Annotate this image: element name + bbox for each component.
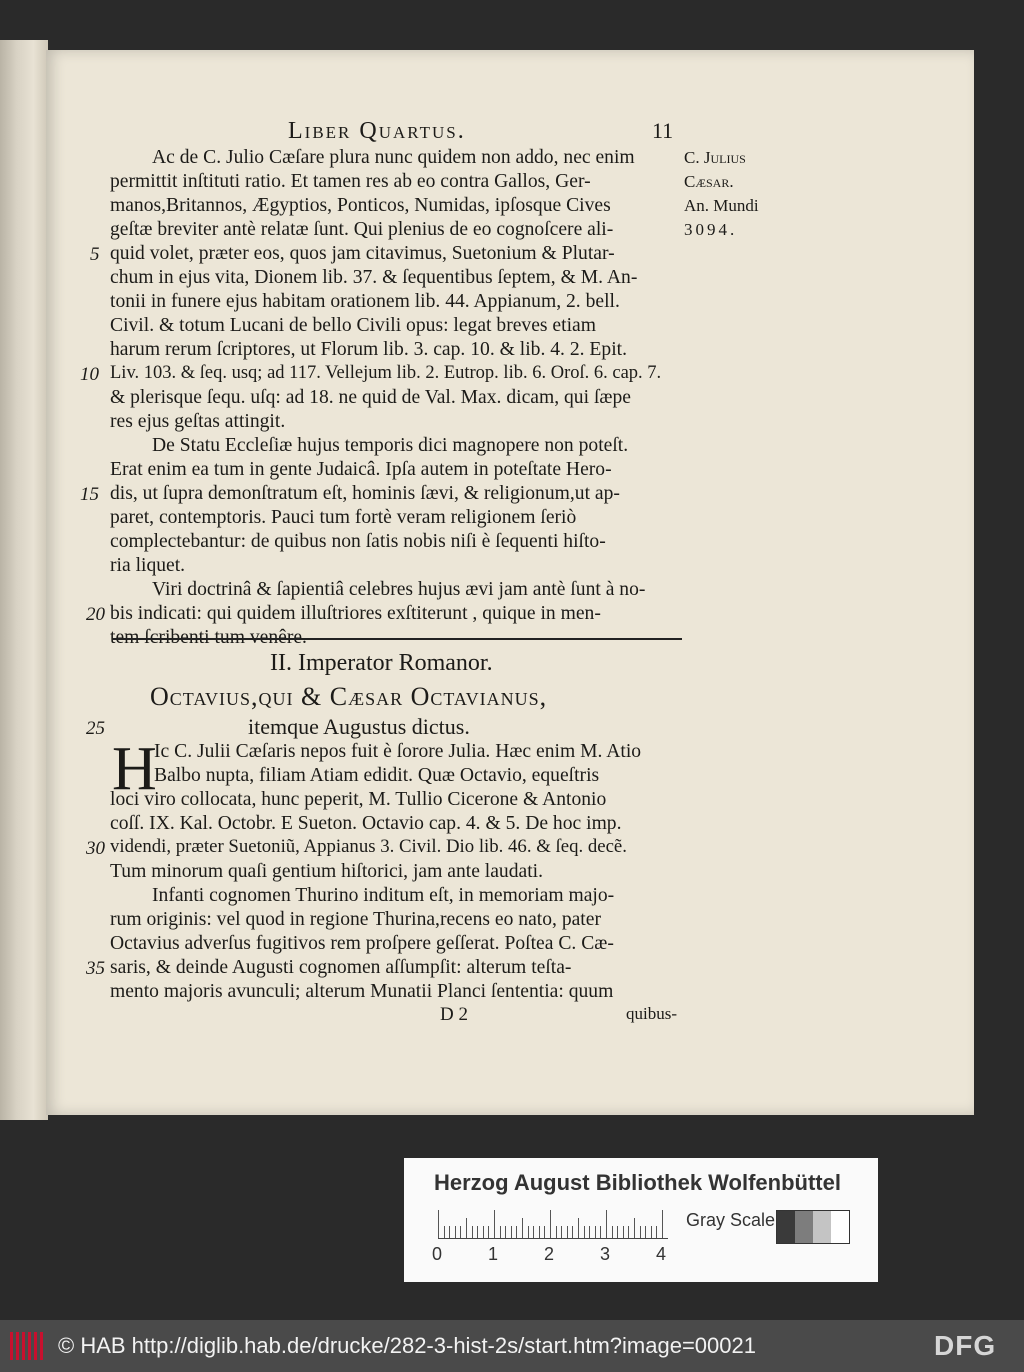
ruler-tick: [567, 1226, 568, 1238]
page-number: 11: [652, 118, 674, 143]
ruler-tick: [539, 1226, 540, 1238]
line-number: 30: [86, 838, 105, 859]
text-line: permittit inſtituti ratio. Et tamen res ab eo contra Gallos, Ger-: [110, 171, 591, 192]
line-number: 15: [80, 484, 99, 505]
text-line: chum in ejus vita, Dionem lib. 37. & ſequentibus ſeptem, & M. An-: [110, 267, 638, 288]
ruler-tick: [522, 1218, 523, 1238]
ruler-tick: [645, 1226, 646, 1238]
ruler-tick: [640, 1226, 641, 1238]
ruler-tick: [477, 1226, 478, 1238]
ruler-tick: [528, 1226, 529, 1238]
ruler-tick: [584, 1226, 585, 1238]
catchword: quibus-: [626, 1004, 677, 1023]
marginal-note-line: Cæsar.: [684, 172, 734, 191]
gray-scale-label: Gray Scale: [686, 1210, 776, 1230]
drop-cap: H: [112, 735, 157, 803]
scale-number: 3: [600, 1244, 611, 1264]
book-spine: [0, 40, 48, 1120]
ruler-tick: [578, 1218, 579, 1238]
signature-mark: D 2: [440, 1004, 468, 1025]
ruler-tick: [505, 1226, 506, 1238]
text-line: bis indicati: qui quidem illuſtriores exſtiterunt , quique in men-: [110, 603, 601, 624]
text-line: saris, & deinde Augusti cognomen aſſumpſit: alterum teſta-: [110, 957, 572, 978]
ruler-tick: [544, 1226, 545, 1238]
footer-url[interactable]: © HAB http://diglib.hab.de/drucke/282-3-hist-2s/start.htm?image=00021: [58, 1333, 756, 1358]
text-line: videndi, præter Suetoniũ, Appianus 3. Civil. Dio lib. 46. & ſeq. decẽ.: [110, 836, 627, 857]
text-line: ria liquet.: [110, 555, 186, 576]
running-head: Liber Quartus.: [288, 118, 466, 144]
scale-number: 0: [432, 1244, 443, 1264]
ruler-tick: [628, 1226, 629, 1238]
ruler-tick: [662, 1210, 663, 1238]
scale-number: 2: [544, 1244, 555, 1264]
ruler-tick: [449, 1226, 450, 1238]
ruler-tick: [511, 1226, 512, 1238]
section-heading: II. Imperator Romanor.: [270, 650, 493, 676]
gray-scale-swatches: [776, 1210, 850, 1244]
text-line: Octavius adverſus fugitivos rem proſpere geſſerat. Poſtea C. Cæ-: [110, 933, 614, 954]
ruler-tick: [494, 1210, 495, 1238]
text-line: tonii in funere ejus habitam orationem lib. 44. Appianum, 2. bell.: [110, 291, 620, 312]
ruler-tick: [483, 1226, 484, 1238]
ruler-tick: [606, 1210, 607, 1238]
text-line: res ejus geſtas attingit.: [110, 411, 286, 432]
text-line: rum originis: vel quod in regione Thurina,recens eo nato, pater: [110, 909, 601, 930]
ruler-tick: [472, 1226, 473, 1238]
line-number: 20: [86, 604, 105, 625]
swatch: [777, 1211, 795, 1243]
section-rule: [112, 638, 682, 640]
text-line: Erat enim ea tum in gente Judaicâ. Ipſa autem in poteſtate Hero-: [110, 459, 612, 480]
ruler-tick: [572, 1226, 573, 1238]
text-line: De Statu Eccleſiæ hujus temporis dici magnopere non poteſt.: [152, 435, 629, 456]
marginal-note-line: C. Julius: [684, 148, 746, 167]
dfg-logo: DFG: [934, 1330, 997, 1361]
ruler-tick: [561, 1226, 562, 1238]
text-line: complectebantur: de quibus non ſatis nobis niſi è ſequenti hiſto-: [110, 531, 606, 552]
line-number: 10: [80, 364, 99, 385]
text-line: geſtæ breviter antè relatæ ſunt. Qui plenius de eo cognoſcere ali-: [110, 219, 614, 240]
ruler-tick: [444, 1226, 445, 1238]
text-line: harum rerum ſcriptores, ut Florum lib. 3. cap. 10. & lib. 4. 2. Epit.: [110, 339, 627, 360]
swatch: [813, 1211, 831, 1243]
text-line: Ac de C. Julio Cæſare plura nunc quidem non addo, nec enim: [152, 147, 635, 168]
ruler-tick: [488, 1226, 489, 1238]
ruler-tick: [500, 1226, 501, 1238]
text-line: & plerisque ſequ. uſq: ad 18. ne quid de Val. Max. dicam, qui ſæpe: [110, 387, 631, 408]
ruler-tick: [600, 1226, 601, 1238]
marginal-note-line: 3094.: [684, 220, 738, 239]
footer-bar: [0, 1320, 1024, 1372]
swatch: [831, 1211, 849, 1243]
marginal-note-line: An. Mundi: [684, 196, 759, 215]
swatch: [795, 1211, 813, 1243]
ruler-tick: [634, 1218, 635, 1238]
ruler-tick: [656, 1226, 657, 1238]
ruler-tick: [556, 1226, 557, 1238]
text-line: quid volet, præter eos, quos jam citavimus, Suetonium & Plutar-: [110, 243, 615, 264]
ruler-scale: [438, 1210, 668, 1239]
text-line: Ic C. Julii Cæſaris nepos fuit è ſorore Julia. Hæc enim M. Atio: [154, 741, 642, 762]
text-line: manos,Britannos, Ægyptios, Ponticos, Numidas, ipſosque Cives: [110, 195, 611, 216]
text-line: Tum minorum quaſi gentium hiſtorici, jam ante laudati.: [110, 861, 544, 882]
text-line: loci viro collocata, hunc peperit, M. Tullio Cicerone & Antonio: [110, 789, 607, 810]
ruler-tick: [589, 1226, 590, 1238]
card-title: Herzog August Bibliothek Wolfenbüttel: [434, 1170, 841, 1195]
ruler-tick: [460, 1226, 461, 1238]
text-line: paret, contemptoris. Pauci tum fortè veram religionem ſeriò: [110, 507, 577, 528]
text-line: Liv. 103. & ſeq. usq; ad 117. Vellejum lib. 2. Eutrop. lib. 6. Oroſ. 6. cap. 7.: [110, 363, 662, 383]
scale-number: 4: [656, 1244, 667, 1264]
ruler-tick: [438, 1210, 439, 1238]
ruler-tick: [533, 1226, 534, 1238]
line-number: 5: [90, 244, 100, 265]
ruler-tick: [455, 1226, 456, 1238]
color-reference-card: [404, 1158, 878, 1282]
section-heading: Octavius,qui & Cæsar Octavianus,: [150, 682, 548, 711]
ruler-tick: [612, 1226, 613, 1238]
ruler-tick: [466, 1218, 467, 1238]
scale-number: 1: [488, 1244, 499, 1264]
text-line: tem ſcribenti tum venêre.: [110, 627, 307, 648]
ruler-tick: [550, 1210, 551, 1238]
ruler-tick: [651, 1226, 652, 1238]
section-heading: itemque Augustus dictus.: [248, 714, 470, 739]
text-line: Infanti cognomen Thurino inditum eſt, in memoriam majo-: [152, 885, 615, 906]
text-line: Viri doctrinâ & ſapientiâ celebres hujus ævi jam antè ſunt à no-: [152, 579, 646, 600]
text-line: Balbo nupta, filiam Atiam edidit. Quæ Octavio, equeſtris: [154, 765, 600, 786]
hab-logo-icon: [10, 1332, 48, 1360]
ruler-tick: [617, 1226, 618, 1238]
ruler-tick: [516, 1226, 517, 1238]
line-number: 35: [86, 958, 105, 979]
text-line: mento majoris avunculi; alterum Munatii Planci ſententia: quum: [110, 981, 614, 1002]
text-line: coſſ. IX. Kal. Octobr. E Sueton. Octavio cap. 4. & 5. De hoc imp.: [110, 813, 622, 834]
line-number: 25: [86, 718, 105, 739]
text-line: dis, ut ſupra demonſtratum eſt, hominis ſævi, & religionum,ut ap-: [110, 483, 620, 504]
ruler-tick: [595, 1226, 596, 1238]
text-line: Civil. & totum Lucani de bello Civili opus: legat breves etiam: [110, 315, 596, 336]
ruler-tick: [623, 1226, 624, 1238]
